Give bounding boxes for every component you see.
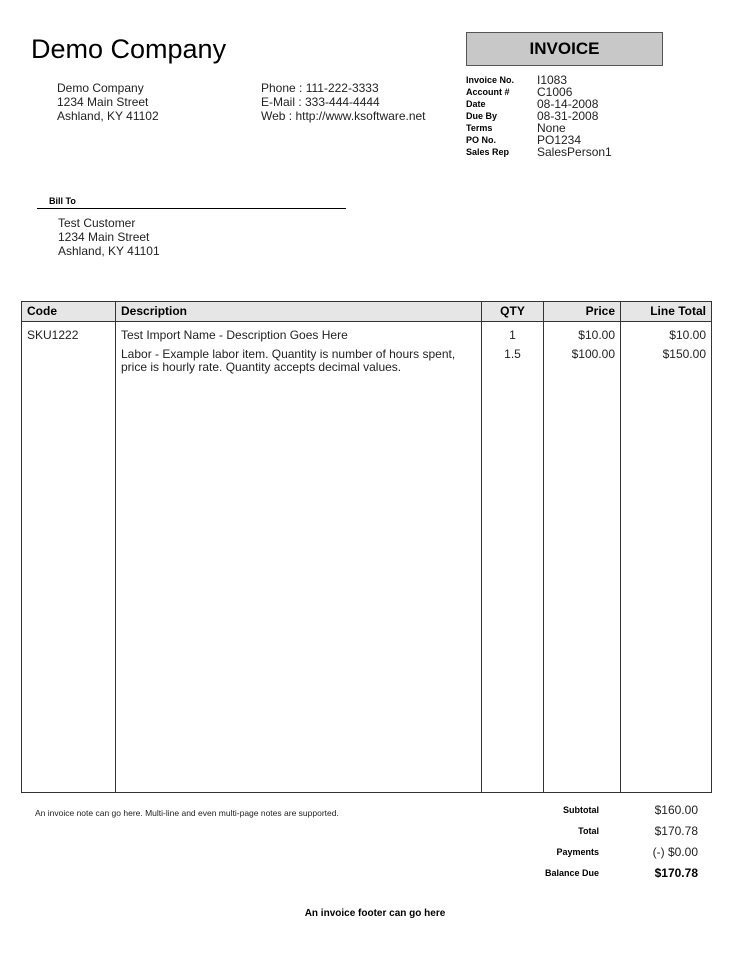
cell-description: Labor - Example labor item. Quantity is number of hours spent, price is hourly rate. Quantity accepts decimal values.	[121, 347, 456, 374]
line-items-table	[21, 301, 712, 793]
company-address	[57, 81, 159, 123]
meta-value: I1083	[537, 73, 568, 87]
meta-value: None	[537, 121, 566, 135]
company-contact	[261, 81, 426, 123]
cell-code: SKU1222	[27, 328, 79, 342]
total-value: $170.78	[654, 824, 698, 838]
cell-description: Test Import Name - Description Goes Here	[121, 328, 348, 342]
address-line: Ashland, KY 41102	[57, 109, 159, 123]
description-column	[116, 322, 482, 792]
email: E-Mail : 333-444-4444	[261, 95, 380, 109]
invoice-footer: An invoice footer can go here	[304, 908, 446, 919]
totals	[500, 802, 698, 886]
bill-to-label: Bill To	[37, 196, 346, 209]
meta-label: Sales Rep	[466, 147, 510, 157]
header-line-total: Line Total	[650, 304, 706, 318]
meta-value: C1006	[537, 85, 573, 99]
meta-label: PO No.	[466, 135, 497, 145]
line-total-column	[621, 322, 711, 792]
meta-row	[466, 146, 612, 158]
cell-qty: 1.5	[504, 347, 521, 361]
total-label: Total	[578, 826, 599, 836]
total-label: Balance Due	[544, 868, 599, 878]
cell-line-total: $150.00	[662, 347, 706, 361]
cell-price: $10.00	[578, 328, 615, 342]
invoice-note: An invoice note can go here. Multi-line and even multi-page notes are supported.	[35, 808, 339, 818]
meta-label: Terms	[466, 123, 493, 133]
company-name: Demo Company	[31, 34, 227, 64]
website: Web : http://www.ksoftware.net	[261, 109, 426, 123]
bill-to-address	[58, 216, 160, 258]
total-value: (-) $0.00	[652, 845, 698, 859]
header-qty: QTY	[482, 302, 544, 321]
total-label: Subtotal	[563, 805, 599, 815]
qty-column	[482, 322, 544, 792]
bill-to-line: Ashland, KY 41101	[58, 244, 160, 258]
meta-label: Invoice No.	[466, 75, 515, 85]
invoice-title: INVOICE	[466, 32, 663, 66]
meta-value: SalesPerson1	[537, 145, 612, 159]
cell-line-total: $10.00	[669, 328, 706, 342]
header-code: Code	[22, 302, 116, 321]
phone: Phone : 111-222-3333	[261, 81, 379, 95]
bill-to-line: 1234 Main Street	[58, 230, 150, 244]
header-price: Price	[544, 302, 621, 321]
meta-label: Due By	[466, 111, 498, 121]
meta-value: 08-14-2008	[537, 97, 599, 111]
header-description: Description	[116, 302, 482, 321]
cell-qty: 1	[509, 328, 516, 342]
price-column	[544, 322, 621, 792]
address-line: 1234 Main Street	[57, 95, 149, 109]
subtotal-row	[500, 802, 698, 823]
bill-to-line: Test Customer	[58, 216, 136, 230]
balance-due-row	[500, 865, 698, 886]
payments-row	[500, 844, 698, 865]
meta-value: PO1234	[537, 133, 582, 147]
table-body	[22, 322, 711, 792]
meta-value: 08-31-2008	[537, 109, 599, 123]
meta-label: Date	[466, 99, 486, 109]
cell-price: $100.00	[571, 347, 615, 361]
table-header	[22, 302, 711, 322]
address-line: Demo Company	[57, 81, 144, 95]
total-row	[500, 823, 698, 844]
total-label: Payments	[556, 847, 599, 857]
meta-label: Account #	[466, 87, 510, 97]
total-value: $170.78	[654, 866, 698, 880]
invoice-meta	[466, 74, 612, 158]
code-column	[22, 322, 116, 792]
total-value: $160.00	[654, 803, 698, 817]
